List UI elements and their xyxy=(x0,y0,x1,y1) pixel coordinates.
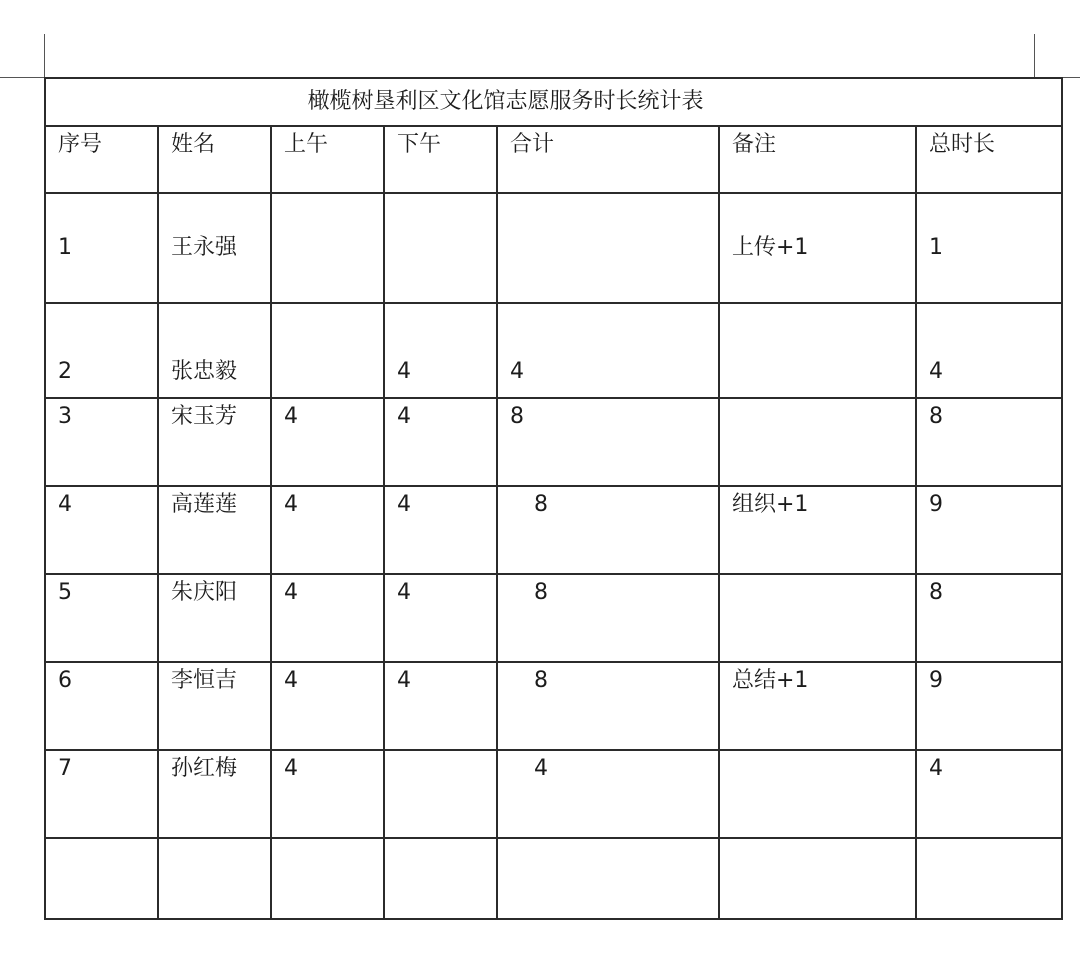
cell-name xyxy=(158,838,271,919)
cell-afternoon xyxy=(384,193,497,303)
cell-afternoon: 4 xyxy=(384,398,497,486)
table-row xyxy=(45,750,1062,838)
volunteer-hours-table xyxy=(44,77,1063,920)
table-row xyxy=(45,486,1062,574)
header-name: 姓名 xyxy=(158,126,271,193)
cell-subtotal: 8 xyxy=(497,486,719,574)
cell-total-hours xyxy=(916,838,1062,919)
cell-total-hours: 8 xyxy=(916,574,1062,662)
cell-morning: 4 xyxy=(271,398,384,486)
table-row xyxy=(45,398,1062,486)
header-subtotal: 合计 xyxy=(497,126,719,193)
cell-index: 5 xyxy=(45,574,158,662)
cell-index: 4 xyxy=(45,486,158,574)
cell-remarks xyxy=(719,750,916,838)
cell-morning: 4 xyxy=(271,750,384,838)
cell-index: 7 xyxy=(45,750,158,838)
cell-name: 高莲莲 xyxy=(158,486,271,574)
cell-total-hours: 9 xyxy=(916,486,1062,574)
cell-subtotal: 4 xyxy=(497,750,719,838)
crop-mark-left-horizontal xyxy=(0,77,44,78)
table-row-empty xyxy=(45,838,1062,919)
cell-afternoon: 4 xyxy=(384,662,497,750)
cell-subtotal: 4 xyxy=(497,303,719,398)
cell-total-hours: 9 xyxy=(916,662,1062,750)
cell-morning xyxy=(271,193,384,303)
header-total-hours: 总时长 xyxy=(916,126,1062,193)
cell-index: 2 xyxy=(45,303,158,398)
crop-mark-right-vertical xyxy=(1034,34,1035,78)
header-morning: 上午 xyxy=(271,126,384,193)
cell-afternoon: 4 xyxy=(384,303,497,398)
header-index: 序号 xyxy=(45,126,158,193)
cell-index: 6 xyxy=(45,662,158,750)
table-row xyxy=(45,193,1062,303)
cell-morning xyxy=(271,303,384,398)
cell-remarks xyxy=(719,303,916,398)
cell-name: 朱庆阳 xyxy=(158,574,271,662)
cell-index: 3 xyxy=(45,398,158,486)
cell-name: 张忠毅 xyxy=(158,303,271,398)
cell-index: 1 xyxy=(45,193,158,303)
document-title: 橄榄树垦利区文化馆志愿服务时长统计表 xyxy=(307,89,704,114)
cell-total-hours: 4 xyxy=(916,750,1062,838)
crop-mark-left-vertical xyxy=(44,34,45,78)
cell-remarks xyxy=(719,574,916,662)
cell-remarks xyxy=(719,398,916,486)
header-remarks: 备注 xyxy=(719,126,916,193)
cell-afternoon xyxy=(384,750,497,838)
cell-name: 李恒吉 xyxy=(158,662,271,750)
cell-morning xyxy=(271,838,384,919)
cell-afternoon xyxy=(384,838,497,919)
cell-name: 王永强 xyxy=(158,193,271,303)
table-row xyxy=(45,303,1062,398)
cell-remarks: 上传+1 xyxy=(719,193,916,303)
table-title-row xyxy=(45,78,1062,126)
cell-afternoon: 4 xyxy=(384,574,497,662)
cell-morning: 4 xyxy=(271,486,384,574)
table-header-row xyxy=(45,126,1062,193)
cell-name: 宋玉芳 xyxy=(158,398,271,486)
cell-remarks xyxy=(719,838,916,919)
cell-total-hours: 1 xyxy=(916,193,1062,303)
cell-subtotal xyxy=(497,193,719,303)
table-title-cell xyxy=(45,78,1062,126)
cell-subtotal xyxy=(497,838,719,919)
cell-subtotal: 8 xyxy=(497,574,719,662)
table-row xyxy=(45,662,1062,750)
cell-remarks: 总结+1 xyxy=(719,662,916,750)
cell-morning: 4 xyxy=(271,574,384,662)
cell-index xyxy=(45,838,158,919)
header-afternoon: 下午 xyxy=(384,126,497,193)
cell-remarks: 组织+1 xyxy=(719,486,916,574)
cell-name: 孙红梅 xyxy=(158,750,271,838)
cell-subtotal: 8 xyxy=(497,662,719,750)
table-row xyxy=(45,574,1062,662)
cell-total-hours: 4 xyxy=(916,303,1062,398)
cell-afternoon: 4 xyxy=(384,486,497,574)
cell-total-hours: 8 xyxy=(916,398,1062,486)
cell-subtotal: 8 xyxy=(497,398,719,486)
cell-morning: 4 xyxy=(271,662,384,750)
